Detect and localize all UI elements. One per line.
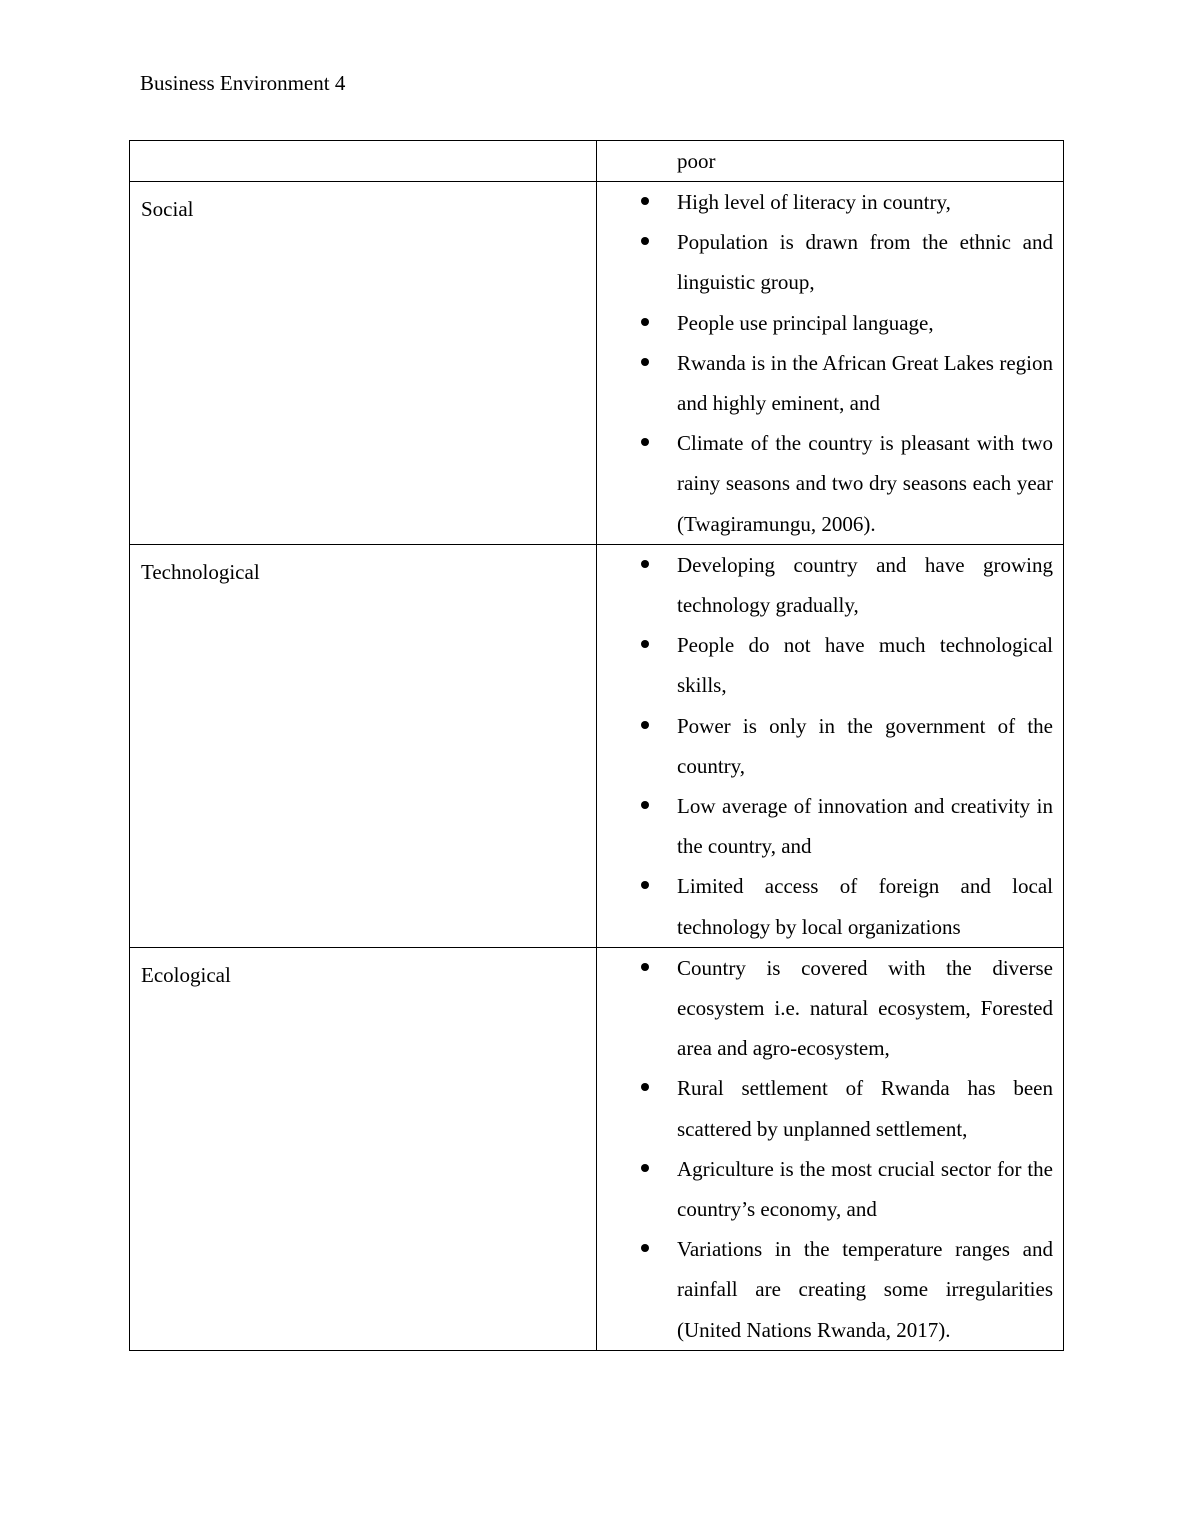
bullet-list-social <box>597 182 1063 544</box>
table-row-technological <box>130 544 1064 947</box>
bullet-icon <box>641 1244 649 1252</box>
factor-cell <box>130 182 597 545</box>
continuation-cell <box>597 141 1064 182</box>
list-item: Agriculture is the most crucial sector for the country’s economy, and <box>597 1149 1063 1229</box>
list-item: Developing country and have growing technology gradually, <box>597 545 1063 625</box>
factor-label-social: Social <box>141 197 194 221</box>
bullet-icon <box>641 197 649 205</box>
bullet-icon <box>641 881 649 889</box>
points-cell <box>597 544 1064 947</box>
list-item: Limited access of foreign and local technology by local organizations <box>597 866 1063 946</box>
factor-cell <box>130 947 597 1350</box>
table-row-ecological <box>130 947 1064 1350</box>
continuation-text: poor <box>677 149 716 173</box>
bullet-icon <box>641 358 649 366</box>
bullet-icon <box>641 963 649 971</box>
list-item: People do not have much technological skills, <box>597 625 1063 705</box>
pest-analysis-table <box>129 140 1064 1351</box>
bullet-icon <box>641 318 649 326</box>
bullet-icon <box>641 801 649 809</box>
bullet-list-ecological <box>597 948 1063 1350</box>
bullet-icon <box>641 721 649 729</box>
list-item: Low average of innovation and creativity in the country, and <box>597 786 1063 866</box>
bullet-icon <box>641 640 649 648</box>
factor-label-ecological: Ecological <box>141 962 231 987</box>
empty-factor-cell <box>130 141 597 182</box>
running-header: Business Environment 4 <box>140 71 346 95</box>
list-item: Variations in the temperature ranges and rainfall are creating some irregularities (United Nations Rwanda, 2017). <box>597 1229 1063 1350</box>
list-item: Rural settlement of Rwanda has been scattered by unplanned settlement, <box>597 1068 1063 1148</box>
list-item: Country is covered with the diverse ecosystem i.e. natural ecosystem, Forested area and agro-ecosystem, <box>597 948 1063 1069</box>
list-item: People use principal language, <box>597 303 1063 343</box>
table-row-continuation <box>130 141 1064 182</box>
list-item: Power is only in the government of the country, <box>597 706 1063 786</box>
list-item: Rwanda is in the African Great Lakes region and highly eminent, and <box>597 343 1063 423</box>
bullet-icon <box>641 560 649 568</box>
bullet-icon <box>641 1164 649 1172</box>
bullet-icon <box>641 1083 649 1091</box>
list-item: Climate of the country is pleasant with two rainy seasons and two dry seasons each year (Twagiramungu, 2006). <box>597 423 1063 544</box>
points-cell <box>597 182 1064 545</box>
table-row-social <box>130 182 1064 545</box>
bullet-list-technological <box>597 545 1063 947</box>
list-item: Population is drawn from the ethnic and linguistic group, <box>597 222 1063 302</box>
list-item: High level of literacy in country, <box>597 182 1063 222</box>
factor-label-technological: Technological <box>141 559 260 584</box>
bullet-icon <box>641 237 649 245</box>
bullet-icon <box>641 438 649 446</box>
factor-cell <box>130 544 597 947</box>
points-cell <box>597 947 1064 1350</box>
